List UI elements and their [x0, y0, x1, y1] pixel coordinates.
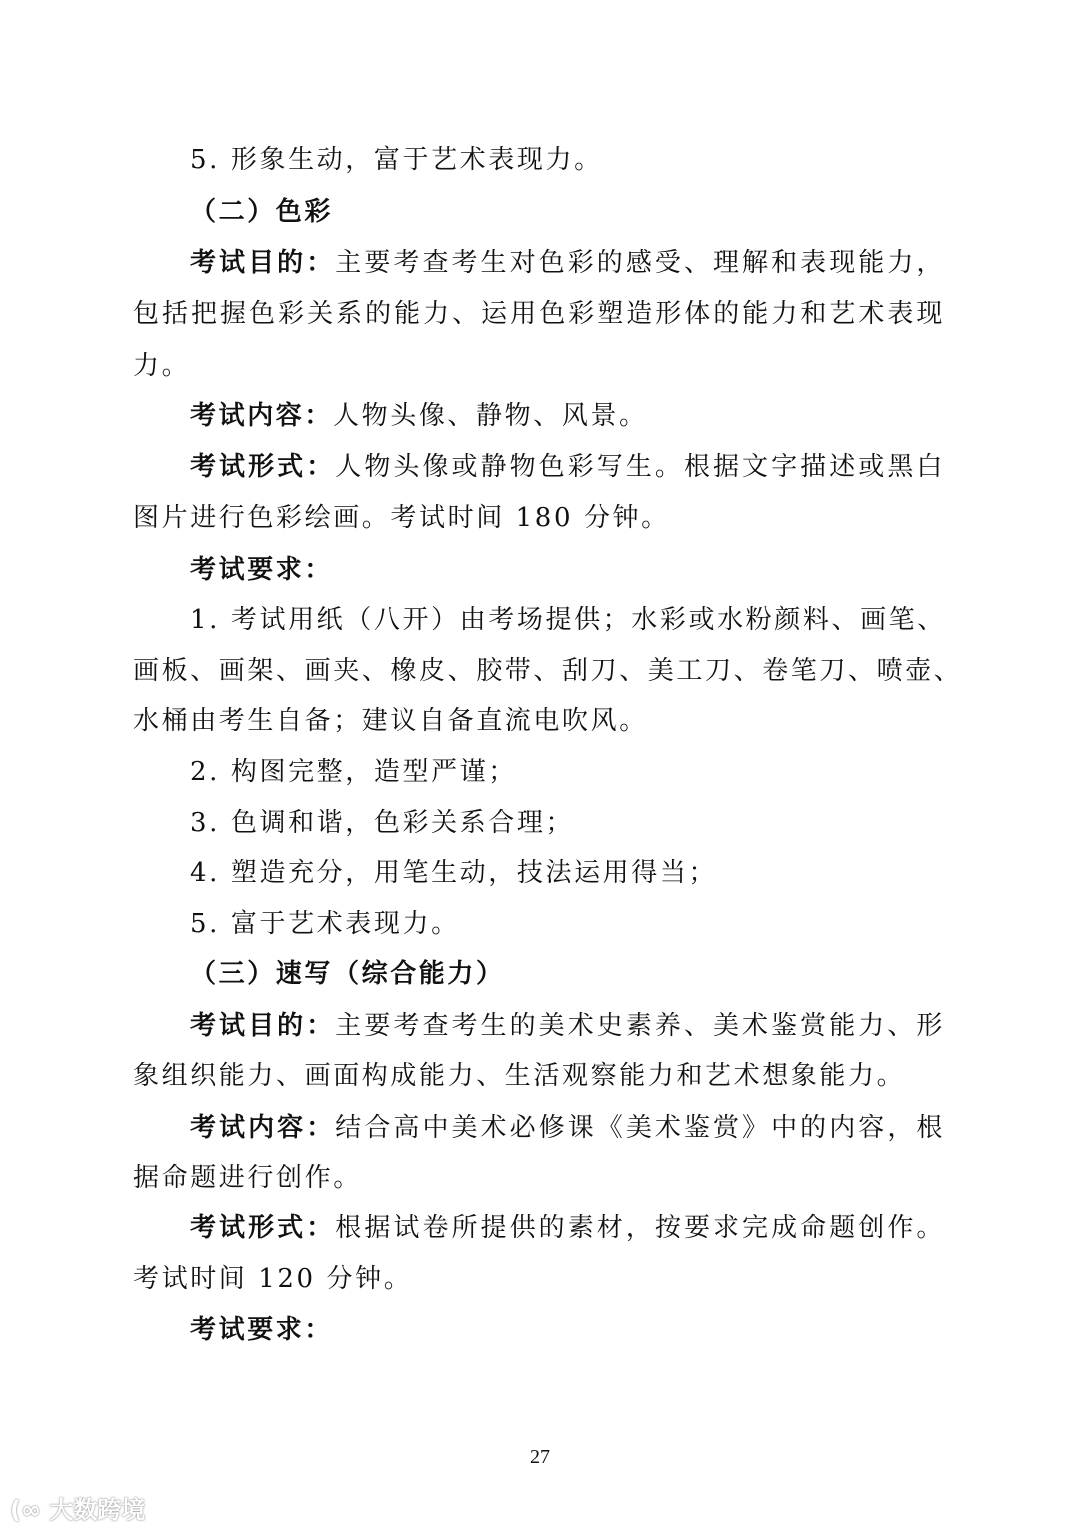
text: 根据试卷所提供的素材，按要求完成命题创作。 — [335, 1213, 945, 1243]
text-line: 力。 — [133, 351, 191, 381]
heading-text: （二）色彩 — [190, 197, 334, 227]
text-line: 2. 构图完整，造型严谨； — [190, 757, 517, 787]
text-line — [190, 238, 945, 289]
text-line — [190, 1305, 945, 1356]
label: 考试要求： — [190, 555, 334, 585]
label: 考试内容： — [190, 401, 334, 431]
text: 人物头像或静物色彩写生。根据文字描述或黑白 — [335, 452, 945, 482]
text-line — [190, 391, 945, 442]
heading-text: （三）速写（综合能力） — [190, 959, 505, 989]
watermark-logo — [10, 1490, 145, 1525]
text-line: 4. 塑造充分，用笔生动，技法运用得当； — [190, 858, 718, 888]
text: 主要考查考生对色彩的感受、理解和表现能力， — [335, 248, 945, 278]
text-line: 象组织能力、画面构成能力、生活观察能力和艺术想象能力。 — [133, 1061, 906, 1091]
text-line: 1. 考试用纸（八开）由考场提供；水彩或水粉颜料、画笔、 — [190, 605, 946, 635]
label: 考试要求： — [190, 1315, 334, 1345]
page-number: 27 — [530, 1446, 550, 1468]
text: 结合高中美术必修课《美术鉴赏》中的内容，根 — [335, 1113, 945, 1143]
text-line: 水桶由考生自备；建议自备直流电吹风。 — [133, 706, 648, 736]
text-line — [190, 1001, 945, 1052]
text-line: 图片进行色彩绘画。考试时间 180 分钟。 — [133, 503, 670, 533]
text-line: 5. 富于艺术表现力。 — [190, 909, 460, 939]
text-line: 据命题进行创作。 — [133, 1163, 362, 1193]
text-line — [190, 1203, 945, 1254]
label: 考试内容： — [190, 1113, 336, 1143]
label: 考试目的： — [190, 1011, 336, 1041]
text-line: 画板、画架、画夹、橡皮、胶带、刮刀、美工刀、卷笔刀、喷壶、 — [133, 656, 963, 686]
text-line — [190, 1103, 945, 1154]
label: 考试形式： — [190, 452, 336, 482]
label: 考试形式： — [190, 1213, 336, 1243]
section-heading — [190, 187, 945, 238]
text-line — [190, 442, 945, 493]
section-heading — [190, 949, 945, 1000]
text-line: 包括把握色彩关系的能力、运用色彩塑造形体的能力和艺术表现 — [133, 299, 945, 329]
text: 人物头像、静物、风景。 — [333, 401, 648, 431]
text-line: 考试时间 120 分钟。 — [133, 1264, 413, 1294]
text-line: 3. 色调和谐，色彩关系合理； — [190, 808, 575, 838]
text-line: 5. 形象生动，富于艺术表现力。 — [190, 145, 603, 175]
text-line — [190, 545, 945, 596]
label: 考试目的： — [190, 248, 336, 278]
watermark-text: 大数跨境 — [49, 1496, 146, 1524]
text: 主要考查考生的美术史素养、美术鉴赏能力、形 — [335, 1011, 945, 1041]
logo-icon: (∞ — [10, 1496, 41, 1524]
